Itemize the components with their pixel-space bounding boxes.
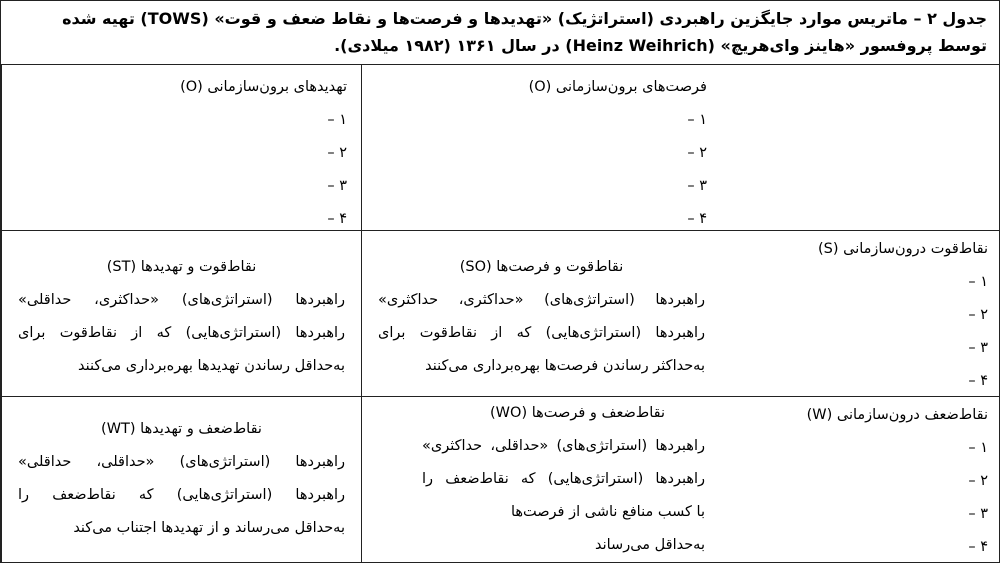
list-item: ۳ – — [687, 178, 707, 194]
wo-strategy-cell — [361, 397, 721, 563]
list-item: ۳ – — [327, 178, 347, 194]
list-item: ۲ – — [687, 145, 707, 161]
list-item: ۴ – — [968, 373, 988, 389]
strengths-label-cell — [721, 231, 1000, 397]
list-item: ۲ – — [968, 473, 988, 489]
st-line: راهبردها (استراتژی‌هایی) که از نقاط‌قوت برای — [18, 325, 345, 341]
list-item: ۳ – — [968, 340, 988, 356]
weaknesses-label-cell — [721, 397, 1000, 563]
st-title: نقاط‌قوت و تهدیدها (ST) — [106, 259, 257, 275]
threats-header-cell — [1, 65, 361, 231]
weaknesses-title: نقاط‌ضعف درون‌سازمانی (W) — [806, 407, 988, 423]
list-item: ۴ – — [327, 211, 347, 227]
list-item: ۱ – — [327, 112, 347, 128]
so-line: به‌حداکثر رساندن فرصت‌ها بهره‌برداری می‌کنند — [425, 358, 705, 374]
list-item: ۱ – — [968, 440, 988, 456]
wt-line: راهبردها (استراتژی‌های) «حداقلی، حداقلی» — [18, 454, 345, 470]
st-strategy-cell — [1, 231, 361, 397]
table-caption: جدول ۲ – ماتریس موارد جایگزین راهبردی (استراتژیک) «تهدیدها و فرصت‌ها و نقاط ضعف و قوت» (TOWS) تهیه شده توسط پروفسور «هاینز وای‌هریچ» (Heinz Weihrich) در سال ۱۳۶۱ (۱۹۸۲ میلادی). — [1, 1, 1000, 65]
wo-line: راهبردها (استراتژی‌هایی) که نقاط‌ضعف را — [422, 471, 705, 487]
st-line: به‌حداقل رساندن تهدیدها بهره‌برداری می‌کنند — [78, 358, 345, 374]
wo-line: راهبردها (استراتژی‌های) «حداقلی، حداکثری» — [422, 438, 705, 454]
list-item: ۴ – — [687, 211, 707, 227]
list-item: ۲ – — [327, 145, 347, 161]
list-item: ۳ – — [968, 506, 988, 522]
so-line: راهبردها (استراتژی‌های) «حداکثری، حداکثری» — [378, 292, 705, 308]
wt-line: راهبردها (استراتژی‌هایی) که نقاط‌ضعف را — [18, 487, 345, 503]
wt-line: به‌حداقل می‌رساند و از تهدیدها اجتناب می‌کند — [73, 520, 345, 536]
list-item: ۱ – — [968, 274, 988, 290]
list-item: ۱ – — [687, 112, 707, 128]
empty-corner-cell — [721, 65, 1000, 231]
list-item: ۲ – — [968, 307, 988, 323]
strengths-title: نقاط‌قوت درون‌سازمانی (S) — [817, 241, 988, 257]
so-line: راهبردها (استراتژی‌هایی) که از نقاط‌قوت برای — [378, 325, 705, 341]
wo-line: با کسب منافع ناشی از فرصت‌ها — [510, 504, 705, 520]
list-item: ۴ – — [968, 539, 988, 555]
wt-strategy-cell — [1, 397, 361, 563]
st-line: راهبردها (استراتژی‌های) «حداکثری، حداقلی» — [18, 292, 345, 308]
so-strategy-cell — [361, 231, 721, 397]
wo-title: نقاط‌ضعف و فرصت‌ها (WO) — [490, 405, 665, 421]
wo-line: به‌حداقل می‌رساند — [594, 537, 705, 553]
wt-title: نقاط‌ضعف و تهدیدها (WT) — [101, 421, 262, 437]
opportunities-title: فرصت‌های برون‌سازمانی (O) — [528, 79, 707, 95]
so-title: نقاط‌قوت و فرصت‌ها (SO) — [459, 259, 624, 275]
threats-title: تهدیدهای برون‌سازمانی (O) — [180, 79, 347, 95]
opportunities-header-cell — [361, 65, 721, 231]
